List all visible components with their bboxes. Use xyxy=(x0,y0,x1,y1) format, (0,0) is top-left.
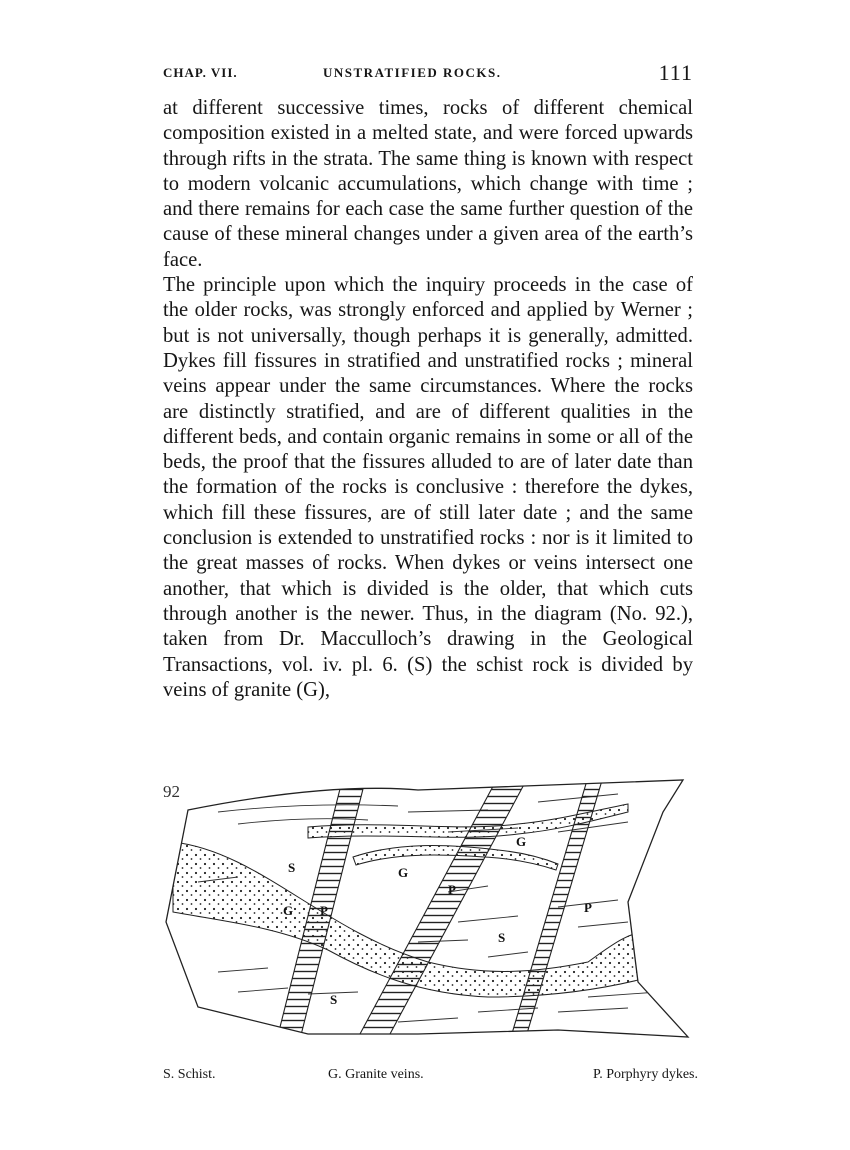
body-text xyxy=(163,96,693,703)
label-schist-2: S xyxy=(498,930,506,945)
label-schist-1: S xyxy=(288,860,296,875)
label-schist-3: S xyxy=(330,992,338,1007)
chapter-label: CHAP. VII. xyxy=(163,65,238,80)
legend-porphyry: P. Porphyry dykes. xyxy=(592,1067,698,1082)
page-number: 111 xyxy=(658,60,693,85)
paragraph-2: The principle upon which the inquiry proceeds in the case of the older rocks, was strongly enforced and applied by Werner ; but is not universally, though perhaps it is generally, admitted. Dykes fill fissures in stratified and unstratified rocks ; mineral veins appear under the same circumstances. Where the rocks are distinctly stratified, and are of different qualities in the different beds, and contain organic remains in some or all of the beds, the proof that the fissures alluded to are of later date than the formation of the rocks is conclusive : therefore the dykes, which fill these fissures, are of still later date ; and the same conclusion is extended to unstratified rocks : nor is it limited to the great masses of rocks. When dykes or veins intersect one another, that which is divided is the older, that which cuts through another is the newer. Thus, in the diagram (No. 92.), taken from Dr. Macculloch’s drawing in the Geological Transactions, vol. iv. pl. 6. (S) the schist rock is divided by veins of granite (G), xyxy=(163,274,693,701)
paragraph-1: at different successive times, rocks of different chemical composition existed in a melted state, and were forced upwards through rifts in the strata. The same thing is known with respect to modern volcanic accumulations, which change with time ; and there remains for each case the same further question of the cause of these mineral changes under a given area of the earth’s face. xyxy=(163,97,693,271)
label-porphyry-2: P xyxy=(448,882,456,897)
legend-granite: G. Granite veins. xyxy=(328,1067,424,1082)
label-granite-3: G xyxy=(516,834,527,849)
label-porphyry-1: P xyxy=(320,903,328,918)
legend-schist: S. Schist. xyxy=(163,1067,216,1082)
figure-legend xyxy=(163,1067,698,1087)
running-title: UNSTRATIFIED ROCKS. xyxy=(323,65,502,80)
diagram-svg xyxy=(158,772,698,1062)
running-head xyxy=(163,60,693,86)
figure-number: 92 xyxy=(163,782,180,801)
porphyry-dyke-2 xyxy=(353,777,528,1047)
label-granite-1: G xyxy=(283,903,294,918)
label-granite-2: G xyxy=(398,865,409,880)
label-porphyry-3: P xyxy=(584,900,592,915)
geological-diagram xyxy=(158,772,698,1062)
